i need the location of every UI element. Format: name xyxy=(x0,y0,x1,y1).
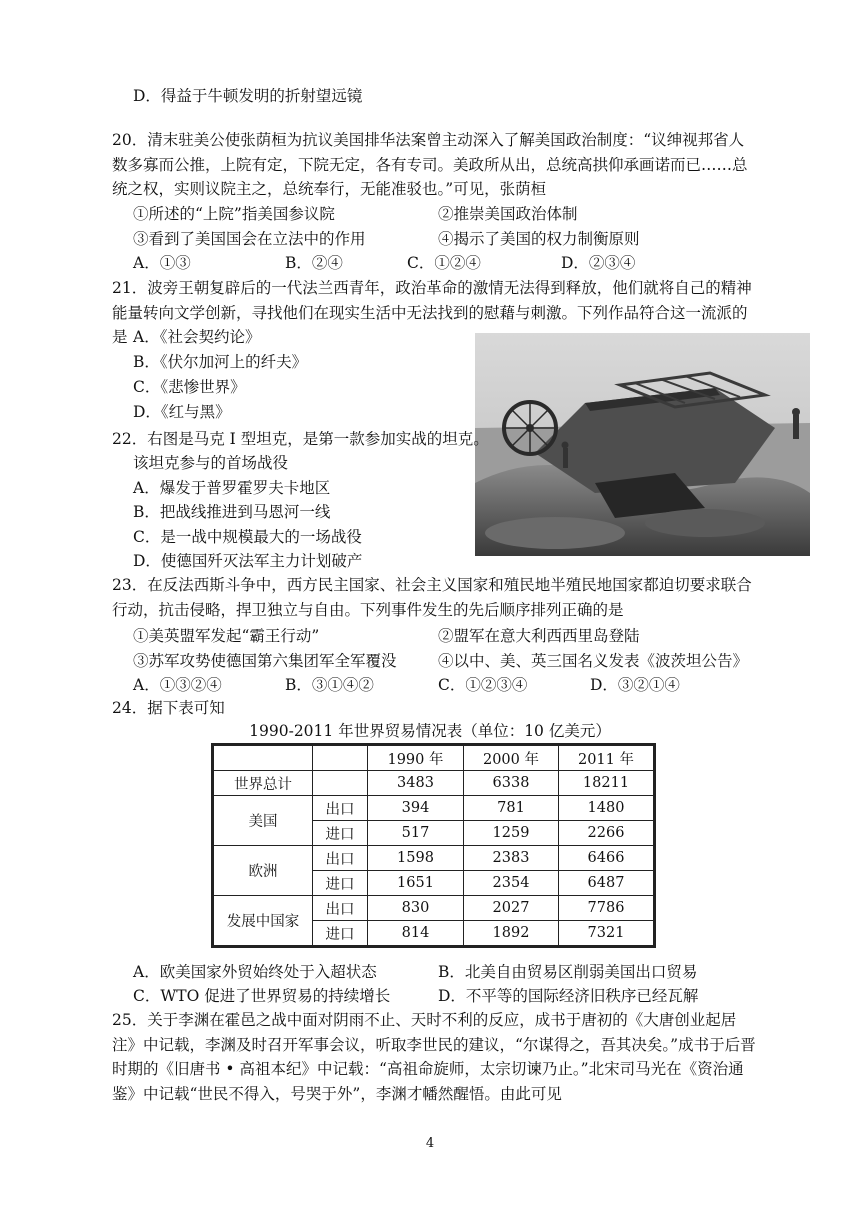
trade-type: 进口 xyxy=(313,921,368,946)
q20-item-4: ④揭示了美国的权力制衡原则 xyxy=(438,230,640,248)
q24-option-c: C．WTO 促进了世界贸易的持续增长 xyxy=(133,987,391,1005)
year-header: 1990 年 xyxy=(368,746,464,771)
q21-option-b: B．《伏尔加河上的纤夫》 xyxy=(133,353,308,371)
table-cell: 1259 xyxy=(464,821,559,846)
q21-option-d: D．《红与黑》 xyxy=(133,403,231,421)
table-cell: 394 xyxy=(368,796,464,821)
year-header: 2000 年 xyxy=(464,746,559,771)
table-cell: 781 xyxy=(464,796,559,821)
q22-stem-line2: 该坦克参与的首场战役 xyxy=(133,454,289,472)
q20-option-a: A．①③ xyxy=(133,254,191,272)
table-cell: 7786 xyxy=(559,896,654,921)
region-label: 美国 xyxy=(214,796,313,846)
table-cell: 2354 xyxy=(464,871,559,896)
world-total-label: 世界总计 xyxy=(214,771,313,796)
blank-cell xyxy=(313,771,368,796)
region-label: 欧洲 xyxy=(214,846,313,896)
table-cell: 1598 xyxy=(368,846,464,871)
table-cell: 3483 xyxy=(368,771,464,796)
table-cell: 2383 xyxy=(464,846,559,871)
table-cell: 517 xyxy=(368,821,464,846)
q23-item-4: ④以中、美、英三国名义发表《波茨坦公告》 xyxy=(438,652,749,670)
q23-stem: 23．在反法西斯斗争中，西方民主国家、社会主义国家和殖民地半殖民地国家都迫切要求联合行动，抗击侵略，捍卫独立与自由。下列事件发生的先后顺序排列正确的是 xyxy=(112,576,752,619)
q20-option-d: D．②③④ xyxy=(561,254,636,272)
table-cell: 18211 xyxy=(559,771,654,796)
q22-option-d: D．使德国歼灭法军主力计划破产 xyxy=(133,552,363,570)
q23-item-2: ②盟军在意大利西西里岛登陆 xyxy=(438,627,640,645)
q25-stem: 25．关于李渊在霍邑之战中面对阴雨不止、天时不利的反应，成书于唐初的《大唐创业起居注》中记载，李渊及时召开军事会议，听取李世民的建议，“尔谋得之，吾其决矣。”成书于后晋时期的《旧唐书 • 高祖本纪》中记载：“高祖命旋师，太宗切谏乃止。”北宋司马光在《资治通鉴》中记载“世民不得入，号哭于外”，李渊才幡然醒悟。由此可见 xyxy=(112,1011,756,1103)
trade-type: 出口 xyxy=(313,896,368,921)
q20-option-b: B．②④ xyxy=(285,254,343,272)
table-cell: 6466 xyxy=(559,846,654,871)
q22-option-a: A．爆发于普罗霍罗夫卡地区 xyxy=(133,479,331,497)
world-trade-table xyxy=(213,745,654,946)
table-cell: 6487 xyxy=(559,871,654,896)
q24-option-a: A．欧美国家外贸始终处于入超状态 xyxy=(133,963,377,981)
q20-option-c: C．①②④ xyxy=(407,254,481,272)
header-blank xyxy=(214,746,313,771)
q23-option-d: D．③②①④ xyxy=(590,676,680,694)
region-label: 发展中国家 xyxy=(214,896,313,946)
q20-item-2: ②推崇美国政治体制 xyxy=(438,205,578,223)
q20-item-1: ①所述的“上院”指美国参议院 xyxy=(133,205,335,223)
q23-item-3: ③苏军攻势使德国第六集团军全军覆没 xyxy=(133,652,397,670)
q21-option-a: A．《社会契约论》 xyxy=(133,328,261,346)
q20-item-3: ③看到了美国国会在立法中的作用 xyxy=(133,230,366,248)
q22-option-c: C．是一战中规模最大的一场战役 xyxy=(133,528,362,546)
q21-stem: 21．波旁王朝复辟后的一代法兰西青年，政治革命的激情无法得到释放，他们就将自己的精神能量转向文学创新，寻找他们在现实生活中无法找到的慰藉与刺激。下列作品符合这一流派的是 xyxy=(112,279,752,347)
q22-stem-line1: 22．右图是马克 I 型坦克，是第一款参加实战的坦克。 xyxy=(112,430,489,448)
table-cell: 2027 xyxy=(464,896,559,921)
q24-stem: 24．据下表可知 xyxy=(112,699,225,717)
q23-item-1: ①美英盟军发起“霸王行动” xyxy=(133,627,320,645)
trade-type: 出口 xyxy=(313,796,368,821)
table-cell: 1892 xyxy=(464,921,559,946)
table-caption: 1990-2011 年世界贸易情况表（单位：10 亿美元） xyxy=(249,722,611,740)
table-cell: 814 xyxy=(368,921,464,946)
q20-stem: 20．清末驻美公使张荫桓为抗议美国排华法案曾主动深入了解美国政治制度：“议绅视邦省人数多寡而公推，上院有定，下院无定，各有专司。美政所从出，总统高拱仰承画诺而已……总统之权，实则议院主之，总统奉行，无能准驳也。”可见，张荫桓 xyxy=(112,131,748,199)
q21-option-c: C．《悲惨世界》 xyxy=(133,378,246,396)
table-cell: 1651 xyxy=(368,871,464,896)
q22-option-b: B．把战线推进到马恩河一线 xyxy=(133,503,331,521)
page-number: 4 xyxy=(425,1136,435,1151)
table-cell: 6338 xyxy=(464,771,559,796)
trade-type: 出口 xyxy=(313,846,368,871)
q23-option-b: B．③①④② xyxy=(285,676,374,694)
q23-option-c: C．①②③④ xyxy=(438,676,528,694)
header-blank xyxy=(313,746,368,771)
trade-type: 进口 xyxy=(313,871,368,896)
q24-option-d: D．不平等的国际经济旧秩序已经瓦解 xyxy=(438,987,699,1005)
mark-i-tank-photo xyxy=(475,333,810,556)
table-cell: 830 xyxy=(368,896,464,921)
table-cell: 7321 xyxy=(559,921,654,946)
table-cell: 2266 xyxy=(559,821,654,846)
q19-option-d: D．得益于牛顿发明的折射望远镜 xyxy=(133,87,363,105)
year-header: 2011 年 xyxy=(559,746,654,771)
trade-type: 进口 xyxy=(313,821,368,846)
q23-option-a: A．①③②④ xyxy=(133,676,222,694)
q24-option-b: B．北美自由贸易区削弱美国出口贸易 xyxy=(438,963,698,981)
table-cell: 1480 xyxy=(559,796,654,821)
